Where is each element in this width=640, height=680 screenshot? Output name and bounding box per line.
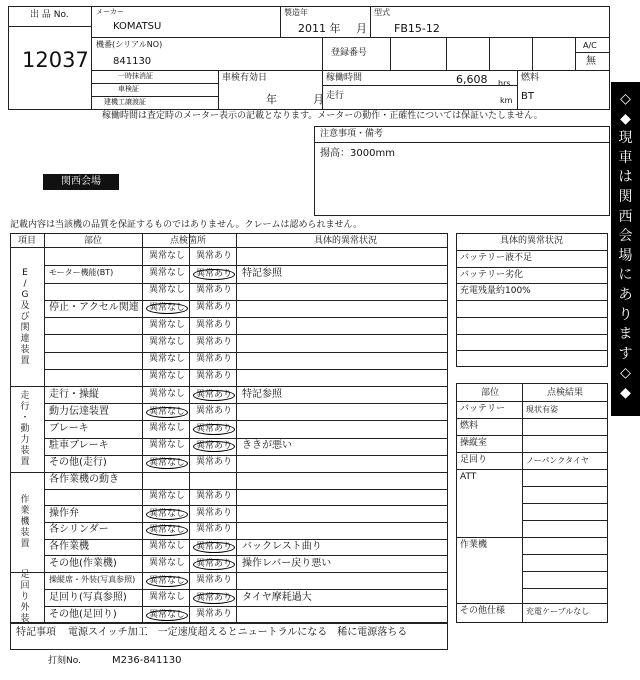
maker-label: メーカー — [96, 8, 124, 16]
disclaimer: 記載内容は当該機の品質を保証するものではありません。クレームは認められません。 — [10, 220, 363, 230]
check-abnormal[interactable]: 異常あり — [196, 457, 233, 468]
year-label: 製造年 — [284, 8, 308, 17]
check-abnormal[interactable]: 異常あり — [196, 507, 233, 518]
table-row — [44, 283, 448, 300]
banner-char: は — [618, 169, 633, 186]
section-label-char: 置 — [20, 538, 30, 549]
table-row — [44, 386, 448, 403]
row-part: 足回り(写真参照) — [49, 591, 127, 603]
check-abnormal[interactable]: 異常あり — [193, 269, 235, 280]
check-abnormal[interactable]: 異常あり — [196, 405, 233, 416]
notes-text: 揚高：3000mm — [320, 148, 395, 159]
section-label-char: G — [21, 289, 29, 300]
banner-char: 西 — [618, 208, 633, 225]
cert-3: 建機工譲渡証 — [104, 98, 146, 106]
table-row — [44, 403, 448, 420]
serial-label: 機番(シリアルNO) — [96, 40, 163, 49]
check-normal[interactable]: 異常なし — [146, 525, 188, 536]
result-sub-line — [522, 554, 608, 555]
model-value: FB15-12 — [394, 22, 440, 35]
right-detail-title: 具体的異常状況 — [500, 236, 564, 246]
check-normal[interactable]: 異常なし — [149, 319, 186, 330]
banner-char: に — [618, 267, 633, 284]
ac-label: A/C — [583, 41, 597, 50]
header-check: 点検箇所 — [170, 236, 207, 246]
section-label-foot — [19, 570, 31, 625]
row-detail: ききが悪い — [242, 440, 292, 452]
check-normal[interactable]: 異常なし — [149, 540, 186, 551]
section-label-char: 装 — [20, 614, 30, 624]
travel-label: 走行 — [326, 91, 345, 101]
section-label-char: 業 — [20, 505, 30, 516]
check-abnormal[interactable]: 異常あり — [196, 336, 233, 347]
notes-box — [314, 126, 610, 216]
check-normal[interactable]: 異常なし — [149, 422, 186, 433]
check-normal[interactable]: 異常なし — [146, 509, 188, 520]
serial-value: 841130 — [113, 56, 152, 67]
check-abnormal[interactable]: 異常あり — [196, 354, 233, 365]
detail-row-line — [456, 267, 608, 268]
result-value: 充電ケーブルなし — [526, 607, 590, 616]
row-part: 操縦席・外装(写真参照) — [49, 574, 136, 584]
hours-note: 稼働時間は査定時のメーター表示の記載となります。メーターの動作・正確性については保証いたしません。 — [102, 111, 543, 121]
detail-row-line — [456, 300, 608, 301]
detail-row-line — [456, 250, 608, 251]
section-label-char: / — [23, 278, 27, 289]
check-normal[interactable]: 異常なし — [149, 388, 186, 399]
result-part: 燃料 — [460, 421, 479, 431]
row-part: 駐車ブレーキ — [49, 440, 109, 452]
row-part: 各作業機 — [49, 540, 89, 552]
row-part: ブレーキ — [49, 422, 89, 434]
check-abnormal[interactable]: 異常あり — [193, 424, 235, 435]
table-row — [44, 572, 448, 589]
check-normal[interactable]: 異常なし — [149, 267, 186, 278]
section-label-eg — [19, 268, 31, 367]
detail-row-line — [456, 283, 608, 284]
table-row — [44, 352, 448, 369]
table-row — [44, 334, 448, 351]
cert-1: 一時抹消証 — [118, 72, 153, 80]
result-sub-line — [522, 588, 608, 589]
inspection-month: 月 — [313, 93, 324, 106]
result-row-line — [456, 603, 608, 604]
result-row-line — [456, 435, 608, 436]
table-row — [44, 555, 448, 572]
check-abnormal[interactable]: 異常あり — [196, 608, 233, 619]
detail-row-line — [456, 334, 608, 335]
table-row — [44, 438, 448, 455]
row-detail: 特記参照 — [242, 388, 282, 400]
section-label-work — [19, 495, 31, 550]
result-row-line — [456, 401, 608, 402]
venue-badge-label: 関西会場 — [61, 176, 101, 187]
section-label-char: 置 — [20, 355, 30, 366]
hours-value: 6,608 — [456, 73, 488, 86]
result-sub-line — [522, 571, 608, 572]
table-row — [44, 300, 448, 317]
check-abnormal[interactable]: 異常あり — [196, 250, 233, 261]
table-row — [44, 505, 448, 522]
special-text: 電源スイッチ加工 一定速度超えるとニュートラルになる 稀に電源落ちる — [68, 627, 408, 638]
banner-char: ◇ — [620, 365, 631, 382]
banner-char: 場 — [618, 247, 633, 264]
check-normal[interactable]: 異常なし — [149, 371, 186, 382]
model-label: 型式 — [374, 8, 390, 17]
result-value: ノーパンクタイヤ — [526, 456, 589, 465]
row-part: 各シリンダー — [49, 524, 109, 536]
year-value: 2011 年 — [298, 22, 341, 35]
result-sub-line — [522, 520, 608, 521]
right-detail-line: 充電残量約100% — [460, 286, 531, 297]
table-row — [44, 455, 448, 472]
result-row-line — [456, 452, 608, 453]
section-label-char: 外 — [20, 603, 30, 613]
section-label-char: 作 — [20, 494, 30, 505]
table-row — [44, 420, 448, 437]
check-abnormal[interactable]: 異常あり — [196, 302, 233, 313]
result-part: ATT — [460, 472, 477, 482]
table-row — [44, 317, 448, 334]
section-label-char: 動 — [20, 423, 30, 434]
check-normal[interactable]: 異常なし — [149, 250, 186, 261]
table-row — [44, 248, 448, 265]
notes-title: 注意事項・備考 — [320, 129, 384, 139]
check-abnormal[interactable]: 異常あり — [193, 542, 235, 553]
check-abnormal[interactable]: 異常あり — [193, 559, 235, 570]
row-part: その他(作業機) — [49, 557, 117, 569]
check-normal[interactable]: 異常なし — [146, 407, 188, 418]
ac-value: 無 — [586, 56, 596, 67]
right-detail-line: バッテリー液不足 — [460, 253, 533, 263]
result-part: 作業機 — [460, 540, 488, 550]
table-row — [44, 265, 448, 282]
km-unit: km — [500, 96, 513, 105]
table-row — [44, 539, 448, 556]
side-banner — [611, 82, 640, 416]
section-label-char: り — [20, 592, 30, 602]
table-row — [44, 489, 448, 506]
result-sub-line — [522, 503, 608, 504]
check-normal[interactable]: 異常なし — [149, 440, 186, 451]
section-label-char: 機 — [20, 516, 30, 527]
fuel-value: BT — [521, 91, 534, 102]
result-part: 操縦室 — [460, 438, 488, 448]
stamp-value: M236-841130 — [112, 655, 182, 666]
section-label-char: ・ — [20, 412, 30, 423]
row-part: モーター機能(BT) — [49, 267, 114, 277]
banner-char: あ — [618, 286, 633, 303]
header-item: 項目 — [18, 236, 37, 246]
section-label-char: 装 — [20, 445, 30, 456]
check-abnormal[interactable]: 異常あり — [193, 593, 235, 604]
section-label-char: 走 — [20, 390, 30, 401]
result-part: その他仕様 — [460, 606, 506, 616]
section-label-char: 連 — [20, 333, 30, 344]
banner-char: り — [618, 306, 633, 323]
table-row — [44, 522, 448, 539]
header-part: 部位 — [84, 236, 103, 246]
row-detail: 特記参照 — [242, 267, 282, 279]
result-part: 足回り — [460, 455, 488, 465]
banner-char: 現 — [618, 130, 633, 147]
table-row — [44, 606, 448, 623]
cert-2: 車検証 — [118, 85, 139, 93]
check-normal[interactable]: 異常なし — [146, 458, 188, 469]
section-label-char: 装 — [20, 527, 30, 538]
section-label-char: 力 — [20, 434, 30, 445]
reg-label: 登録番号 — [331, 48, 368, 58]
check-normal[interactable]: 異常なし — [146, 303, 188, 314]
check-abnormal[interactable]: 異常あり — [193, 441, 235, 452]
row-part: その他(走行) — [49, 457, 107, 469]
section-label-char: 行 — [20, 401, 30, 412]
section-label-travel — [19, 391, 31, 468]
venue-badge — [43, 174, 119, 190]
row-detail: タイヤ摩耗過大 — [242, 591, 312, 603]
check-abnormal[interactable]: 異常あり — [196, 574, 233, 585]
check-normal[interactable]: 異常なし — [146, 610, 188, 621]
result-row-line — [456, 537, 608, 538]
hours-unit: hrs — [498, 79, 511, 88]
check-abnormal[interactable]: 異常あり — [196, 490, 233, 501]
item-no-label: 出 品 No. — [30, 10, 69, 20]
check-normal[interactable]: 異常なし — [149, 591, 186, 602]
check-normal[interactable]: 異常なし — [149, 490, 186, 501]
row-part: 動力伝達装置 — [49, 405, 109, 417]
check-abnormal[interactable]: 異常あり — [193, 390, 235, 401]
section-label-char: 足 — [20, 570, 30, 580]
table-row — [44, 589, 448, 606]
banner-char: 車 — [618, 149, 633, 166]
section-label-char: 回 — [20, 581, 30, 591]
table-row — [44, 369, 448, 386]
inspection-year: 年 — [266, 93, 277, 106]
row-part: その他(足回り) — [49, 608, 117, 620]
special-label: 特記事項 — [16, 627, 56, 638]
section-label-char: 装 — [20, 344, 30, 355]
maker-value: KOMATSU — [113, 21, 162, 32]
result-row-line — [456, 469, 608, 470]
banner-char: ◇ — [620, 91, 631, 107]
result-header-result: 点検結果 — [547, 388, 584, 398]
section-label-char: 及 — [20, 300, 30, 311]
result-header-part: 部位 — [481, 388, 500, 398]
table-row — [44, 472, 448, 489]
check-abnormal[interactable]: 異常あり — [196, 371, 233, 382]
result-row-line — [456, 418, 608, 419]
result-sub-line — [522, 486, 608, 487]
section-label-char: び — [20, 311, 30, 322]
banner-char: ま — [618, 326, 633, 343]
fuel-label: 燃料 — [521, 73, 540, 83]
row-detail: バックレスト曲り — [242, 540, 322, 552]
row-part: 各作業機の動き — [49, 474, 119, 486]
check-normal[interactable]: 異常なし — [149, 557, 186, 568]
section-label-char: 置 — [20, 456, 30, 467]
detail-row-line — [456, 350, 608, 351]
row-part: 操作弁 — [49, 507, 79, 519]
check-abnormal[interactable]: 異常あり — [196, 319, 233, 330]
check-normal[interactable]: 異常なし — [149, 285, 186, 296]
check-normal[interactable]: 異常なし — [149, 336, 186, 347]
section-label-char: E — [22, 267, 28, 278]
row-detail: 操作レバー戻り悪い — [242, 557, 332, 569]
check-normal[interactable]: 異常なし — [149, 354, 186, 365]
hours-label: 稼働時間 — [326, 73, 363, 83]
banner-char: す — [618, 345, 633, 362]
banner-char: 関 — [618, 188, 633, 205]
item-no: 12037 — [22, 48, 89, 72]
stamp-label: 打刻No. — [48, 656, 81, 666]
row-part: 停止・アクセル関連 — [49, 302, 139, 314]
year-month: 月 — [356, 22, 367, 35]
banner-char: 会 — [618, 228, 633, 245]
header-detail: 具体的異常状況 — [314, 236, 378, 246]
banner-char: ◆ — [620, 384, 631, 401]
result-part: バッテリー — [460, 404, 506, 414]
row-part: 走行・操縦 — [49, 388, 99, 400]
right-detail-line: バッテリー劣化 — [460, 269, 524, 280]
check-abnormal[interactable]: 異常あり — [196, 285, 233, 296]
detail-row-line — [456, 317, 608, 318]
result-value: 現状有姿 — [526, 405, 558, 414]
check-abnormal[interactable]: 異常あり — [196, 524, 233, 535]
check-normal[interactable]: 異常なし — [146, 576, 188, 587]
section-label-char: 関 — [20, 322, 30, 333]
banner-char: ◆ — [620, 110, 631, 127]
inspection-label: 車検有効日 — [222, 73, 268, 83]
